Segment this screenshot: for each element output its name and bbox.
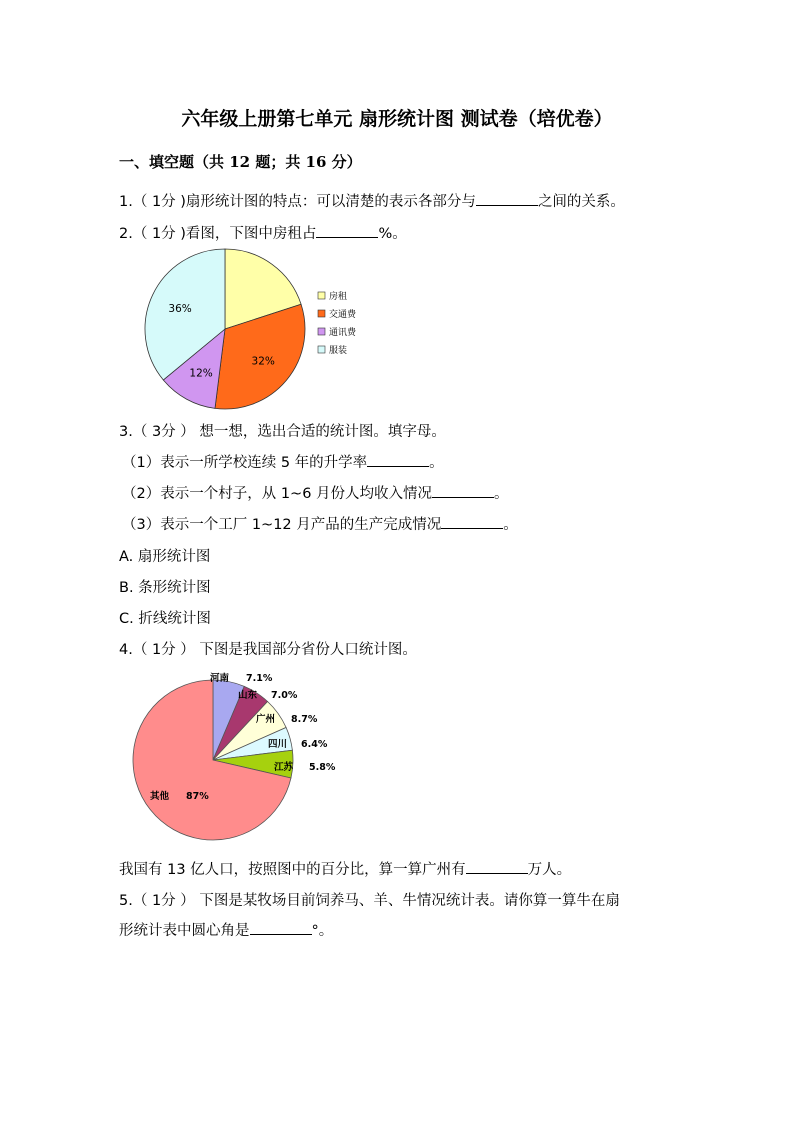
slice-name: 四川 [268, 739, 288, 750]
legend-label: 服装 [329, 346, 348, 356]
option-b: B. 条形统计图 [119, 580, 211, 596]
slice-label: 12% [189, 367, 213, 380]
question-text: （1）表示一所学校连续 5 年的升学率 [122, 455, 368, 471]
question-text: （3）表示一个工厂 1~12 月产品的生产完成情况 [122, 517, 442, 533]
question-text: 形统计表中圆心角是 [119, 923, 250, 939]
question-text: 。 [494, 486, 509, 502]
page-title: 六年级上册第七单元 扇形统计图 测试卷（培优卷） [181, 108, 613, 130]
legend-label: 通讯费 [329, 328, 357, 338]
question-text: °。 [311, 923, 334, 939]
slice-name: 河南 [210, 673, 230, 684]
question-text: 1.（ 1分 )扇形统计图的特点：可以清楚的表示各部分与 [119, 194, 476, 210]
option-c: C. 折线统计图 [119, 611, 211, 627]
question-text: （2）表示一个村子，从 1~6 月份人均收入情况 [122, 486, 433, 502]
question-3: 3.（ 3分 ） 想一想，选出合适的统计图。填字母。 [119, 424, 446, 440]
question-text: %。 [378, 226, 407, 242]
option-a: A. 扇形统计图 [119, 549, 211, 565]
slice-name: 山东 [238, 690, 258, 701]
answer-blank[interactable] [367, 454, 429, 467]
section-heading: 一、填空题（共 12 题；共 16 分） [119, 153, 362, 171]
pie-chart-expenses [140, 244, 370, 414]
question-text: 2.（ 1分 )看图，下图中房租占 [119, 226, 317, 242]
answer-blank[interactable] [432, 485, 494, 498]
slice-value: 5.8% [309, 762, 336, 773]
answer-blank[interactable] [476, 193, 538, 206]
answer-blank[interactable] [441, 516, 503, 529]
answer-blank[interactable] [250, 922, 312, 935]
question-2 [119, 222, 407, 243]
question-text: 我国有 13 亿人口，按照图中的百分比，算一算广州有 [119, 862, 466, 878]
answer-blank[interactable] [316, 225, 378, 238]
slice-value: 87% [186, 791, 209, 802]
answer-blank[interactable] [466, 861, 528, 874]
question-3-sub1 [122, 451, 444, 472]
question-3-sub2 [122, 482, 509, 503]
slice-value: 7.1% [246, 673, 273, 684]
question-4: 4.（ 1分 ） 下图是我国部分省份人口统计图。 [119, 642, 417, 658]
legend-label: 交通费 [329, 310, 357, 320]
legend-swatch [318, 328, 325, 335]
slice-label: 36% [168, 302, 192, 315]
question-5: 5.（ 1分 ） 下图是某牧场目前饲养马、羊、牛情况统计表。请你算一算牛在扇 [119, 893, 620, 909]
question-4-followup [119, 858, 571, 879]
pie-chart-population [128, 670, 358, 850]
slice-name: 其他 [150, 791, 170, 802]
question-5-cont [119, 919, 333, 940]
question-text: 之间的关系。 [537, 194, 625, 210]
question-text: 万人。 [527, 862, 572, 878]
slice-value: 8.7% [291, 714, 318, 725]
slice-label: 32% [251, 355, 275, 368]
legend-label: 房租 [329, 292, 348, 302]
question-3-sub3 [122, 513, 518, 534]
question-text: 。 [503, 517, 518, 533]
legend-swatch [318, 292, 325, 299]
slice-value: 6.4% [301, 739, 328, 750]
question-1 [119, 190, 625, 211]
legend-swatch [318, 346, 325, 353]
slice-name: 江苏 [274, 762, 294, 773]
slice-name: 广州 [256, 714, 276, 725]
slice-value: 7.0% [271, 690, 298, 701]
question-text: 。 [429, 455, 444, 471]
legend-swatch [318, 310, 325, 317]
